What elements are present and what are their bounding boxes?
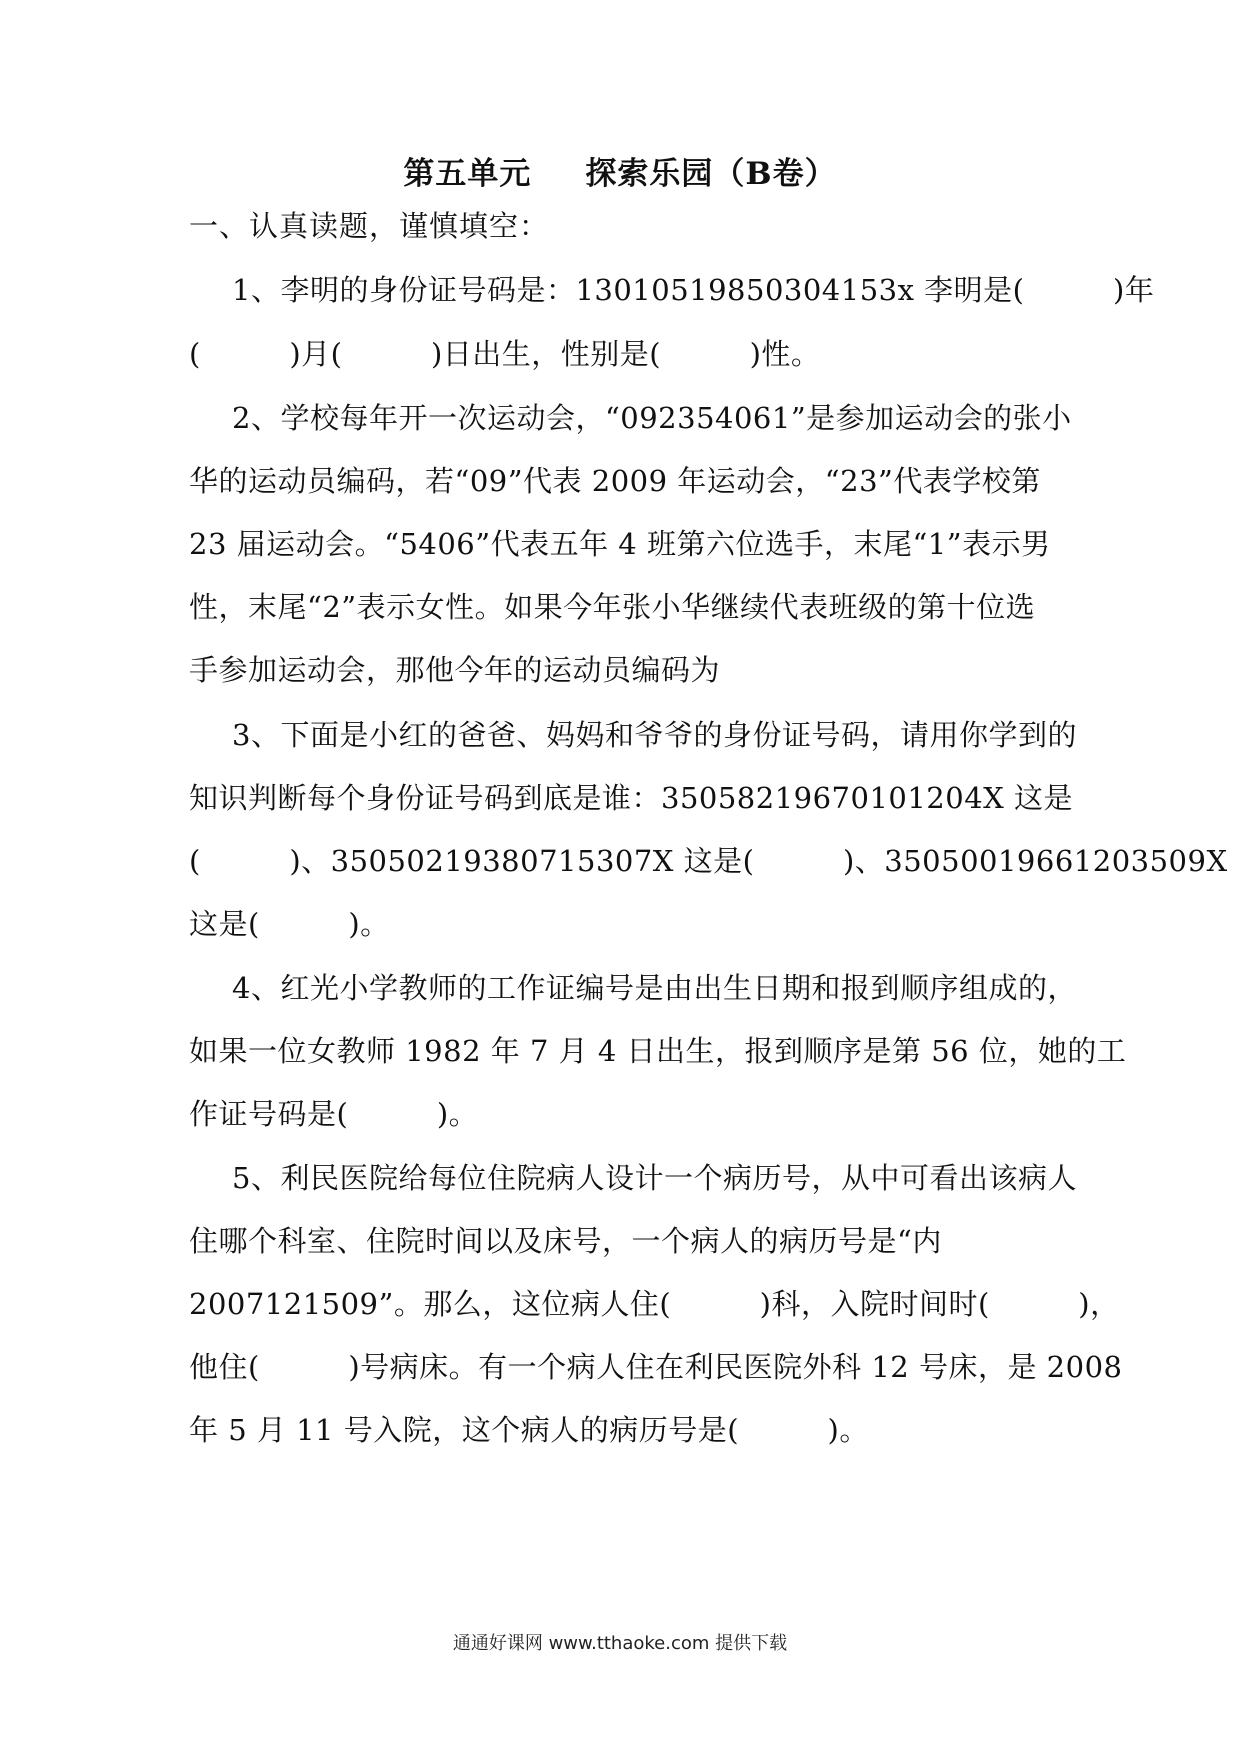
title-unit: 第五单元 xyxy=(403,156,532,192)
title-topic: 探索乐园（B卷） xyxy=(585,156,837,192)
question-5-line-3: 2007121509”。那么，这位病人住( )科，入院时间时( )， xyxy=(189,1287,1120,1321)
question-2-line-1: 2、学校每年开一次运动会，“092354061”是参加运动会的张小 xyxy=(232,401,1072,435)
question-4-line-3: 作证号码是( )。 xyxy=(189,1097,479,1131)
question-1-line-1: 1、李明的身份证号码是：13010519850304153x 李明是( )年 xyxy=(232,273,1155,307)
question-2-line-4: 性，末尾“2”表示女性。如果今年张小华继续代表班级的第十位选 xyxy=(189,590,1036,624)
question-3-line-1: 3、下面是小红的爸爸、妈妈和爷爷的身份证号码，请用你学到的 xyxy=(232,718,1077,752)
section-heading: 一、认真读题，谨慎填空： xyxy=(189,209,550,243)
question-5-line-2: 住哪个科室、住院时间以及床号，一个病人的病历号是“内 xyxy=(189,1224,942,1258)
question-2-line-2: 华的运动员编码，若“09”代表 2009 年运动会，“23”代表学校第 xyxy=(189,464,1041,498)
page-title xyxy=(0,148,1240,193)
question-2-line-3: 23 届运动会。“5406”代表五年 4 班第六位选手，末尾“1”表示男 xyxy=(189,527,1051,561)
footer-source: 通通好课网 www.tthaoke.com 提供下载 xyxy=(452,1633,788,1654)
question-3-line-2: 知识判断每个身份证号码到底是谁：35058219670101204X 这是 xyxy=(189,781,1074,815)
question-3-line-3: ( )、35050219380715307X 这是( )、35050019661203509X xyxy=(189,844,1228,878)
question-1-line-2: ( )月( )日出生，性别是( )性。 xyxy=(189,337,821,371)
question-5-line-4: 他住( )号病床。有一个病人住在利民医院外科 12 号床，是 2008 xyxy=(189,1350,1123,1384)
question-3-line-4: 这是( )。 xyxy=(189,907,390,941)
question-5-line-1: 5、利民医院给每位住院病人设计一个病历号，从中可看出该病人 xyxy=(232,1161,1077,1195)
question-4-line-2: 如果一位女教师 1982 年 7 月 4 日出生，报到顺序是第 56 位，她的工 xyxy=(189,1034,1127,1068)
question-4-line-1: 4、红光小学教师的工作证编号是由出生日期和报到顺序组成的， xyxy=(232,971,1077,1005)
question-5-line-5: 年 5 月 11 号入院，这个病人的病历号是( )。 xyxy=(189,1413,869,1447)
question-2-line-5: 手参加运动会，那他今年的运动员编码为 xyxy=(189,653,721,687)
